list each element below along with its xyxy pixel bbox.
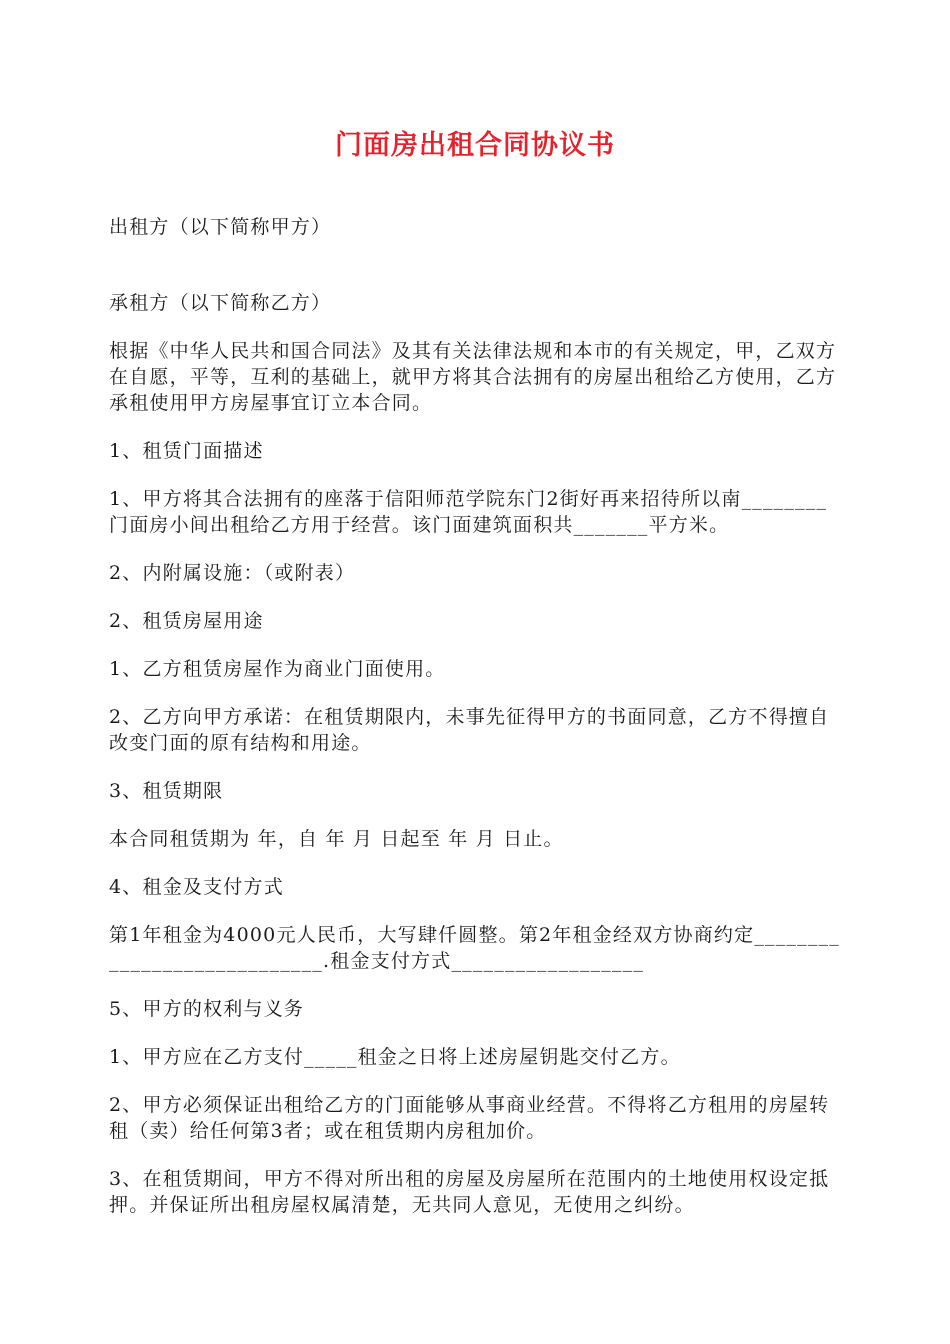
section-heading: 5、甲方的权利与义务 xyxy=(109,998,305,1020)
section-heading: 2、租赁房屋用途 xyxy=(109,610,264,632)
paragraph-clause: 1、乙方租赁房屋作为商业门面使用。 xyxy=(109,658,446,680)
paragraph-clause: 2、乙方向甲方承诺：在租赁期限内，未事先征得甲方的书面同意，乙方不得擅自改变门面的原有结构和用途。 xyxy=(109,706,830,754)
document-title: 门面房出租合同协议书 xyxy=(335,130,615,161)
section-heading: 1、租赁门面描述 xyxy=(109,440,264,462)
paragraph-lessor: 出租方（以下简称甲方） xyxy=(109,216,332,238)
section-heading: 4、租金及支付方式 xyxy=(109,876,284,898)
paragraph-clause: 2、甲方必须保证出租给乙方的门面能够从事商业经营。不得将乙方租用的房屋转租（卖）给任何第3者；或在租赁期内房租加价。 xyxy=(109,1094,830,1142)
paragraph-preamble: 根据《中华人民共和国合同法》及其有关法律法规和本市的有关规定，甲，乙双方在自愿，平等，互利的基础上，就甲方将其合法拥有的房屋出租给乙方使用，乙方承租使用甲方房屋事宜订立本合同。 xyxy=(109,340,837,414)
document-body xyxy=(109,214,841,1240)
paragraph-clause: 3、在租赁期间，甲方不得对所出租的房屋及房屋所在范围内的土地使用权设定抵押。并保证所出租房屋权属清楚，无共同人意见，无使用之纠纷。 xyxy=(109,1168,830,1216)
paragraph-clause: 1、甲方将其合法拥有的座落于信阳师范学院东门2街好再来招待所以南________门面房小间出租给乙方用于经营。该门面建筑面积共_______平方米。 xyxy=(109,488,828,536)
paragraph-clause: 2、内附属设施：（或附表） xyxy=(109,562,356,584)
paragraph-clause: 本合同租赁期为 年，自 年 月 日起至 年 月 日止。 xyxy=(109,828,564,850)
paragraph-clause: 第1年租金为4000元人民币，大写肆仟圆整。第2年租金经双方协商约定____________________________.租金支付方式__________________ xyxy=(109,924,840,972)
paragraph-clause: 1、甲方应在乙方支付_____租金之日将上述房屋钥匙交付乙方。 xyxy=(109,1046,681,1068)
paragraph-lessee: 承租方（以下简称乙方） xyxy=(109,292,332,314)
section-heading: 3、租赁期限 xyxy=(109,780,224,802)
